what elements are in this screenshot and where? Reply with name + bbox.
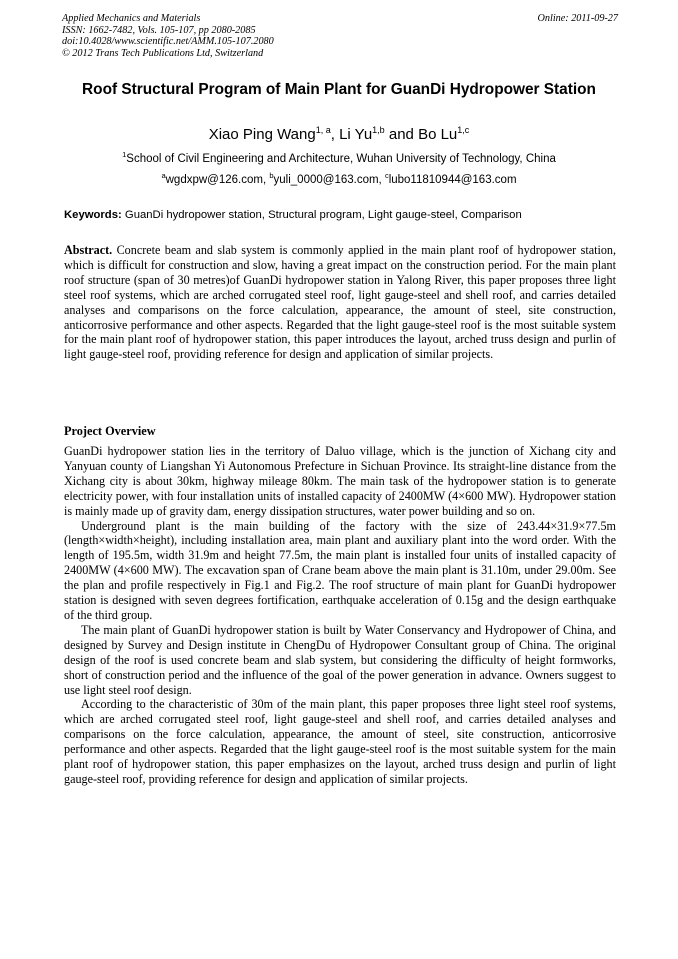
email-link[interactable]: lubo11810944@163.com bbox=[388, 174, 517, 186]
email-link[interactable]: yuli_0000@163.com, bbox=[273, 174, 385, 186]
author-separator: and bbox=[384, 126, 419, 143]
issn-line: ISSN: 1662-7482, Vols. 105-107, pp 2080-2085 bbox=[62, 24, 256, 36]
author-list bbox=[40, 125, 638, 145]
paper-title: Roof Structural Program of Main Plant for GuanDi Hydropower Station bbox=[82, 81, 596, 98]
keywords-label: Keywords: bbox=[64, 209, 122, 221]
section-body bbox=[64, 444, 616, 787]
online-date: Online: 2011-09-27 bbox=[537, 13, 618, 24]
abstract-label: Abstract. bbox=[64, 243, 113, 257]
paragraph: GuanDi hydropower station lies in the territory of Daluo village, which is the junction of Xichang city and Yanyuan county of Liangshan Yi Autonomous Prefecture in Sichuan Province. Its straight-line distance from the Xichang city is about 30km, highway mileage 80km. The main task of the hydropower station is to generate electricity power, with four installation units of installed capacity of 2400MW (4×600 MW). Hydropower station is mainly made up of gravity dam, energy dissipation structures, water power building and so on. bbox=[64, 444, 616, 518]
author-superscript: 1, a bbox=[315, 125, 331, 135]
email-link[interactable]: wgdxpw@126.com, bbox=[165, 174, 270, 186]
author-superscript: 1,b bbox=[372, 125, 385, 135]
affiliation bbox=[40, 152, 638, 167]
author-separator: , bbox=[330, 126, 340, 143]
keywords bbox=[64, 208, 620, 223]
email-superscript: a bbox=[161, 171, 166, 180]
section-heading: Project Overview bbox=[64, 424, 156, 438]
journal-header bbox=[62, 13, 618, 59]
author-emails bbox=[40, 173, 638, 188]
email-superscript: b bbox=[269, 171, 274, 180]
author-name: Li Yu bbox=[339, 126, 373, 143]
abstract-text: Concrete beam and slab system is commonly applied in the main plant roof of hydropower station, which is difficult for construction and slow, having a great impact on the construction period. For the main plant roof structure (span of 30 metres)of GuanDi hydropower station in Yalong River, this paper proposes three light steel roof systems, which are arched corrugated steel roof, light gauge-steel and shell roof, and carries detailed analyses and comparisons on the force calculation, appearance, the amount of steel, site construction, anticorrosive performance and other aspects. Regarded that the light gauge-steel roof is the most suitable system for the main plant roof of hydropower station, this paper introduces the layout, arched truss design and purlin of light gauge-steel roof, providing reference for design and application of similar projects. bbox=[64, 243, 616, 362]
paragraph: The main plant of GuanDi hydropower station is built by Water Conservancy and Hydropower of China, and designed by Survey and Design institute in ChengDu of Hydropower Consultant group of China. The original design of the roof is used concrete beam and slab system, but considering the difficulty of height formworks, short of construction period and the influence of the goal of the power generation in advance. Owners suggest to use light steel roof design. bbox=[64, 622, 616, 697]
author-superscript: 1,c bbox=[457, 125, 470, 135]
author-name: Bo Lu bbox=[418, 126, 458, 143]
affiliation-superscript: 1 bbox=[122, 150, 127, 159]
doi-line: doi:10.4028/www.scientific.net/AMM.105-107.2080 bbox=[62, 36, 274, 48]
journal-name: Applied Mechanics and Materials bbox=[62, 13, 201, 24]
paragraph: Underground plant is the main building of the factory with the size of 243.44×31.9×77.5m (length×width×height), including installation area, main plant and auxiliary plant into the word order. With the length of 195.5m, width 31.9m and height 77.5m, the main plant is installed four units of installed capacity of 2400MW (4×600 MW). The excavation span of Crane beam above the main plant is 31.10m, under 29.00m. See the plan and profile respectively in Fig.1 and Fig.2. The roof structure of main plant for GuanDi hydropower station is designed with seven degrees fortification, earthquake acceleration of 0.15g and the design earthquake of the third group. bbox=[64, 518, 616, 622]
abstract bbox=[64, 243, 616, 362]
copyright-line: © 2012 Trans Tech Publications Ltd, Switzerland bbox=[62, 47, 264, 59]
paragraph: According to the characteristic of 30m of the main plant, this paper proposes three light steel roof systems, which are arched corrugated steel roof, light gauge-steel and shell roof, and carries detailed analyses and comparisons on the force calculation, appearance, the amount of steel, site construction, anticorrosive performance and other aspects. Regarded that the light gauge-steel roof is the most suitable system for the main plant roof of hydropower station, this paper emphasizes on the layout, arched truss design and purlin of light gauge-steel roof, providing reference for design and application of similar projects. bbox=[64, 697, 616, 786]
keywords-text: GuanDi hydropower station, Structural program, Light gauge-steel, Comparison bbox=[121, 209, 522, 221]
author-name: Xiao Ping Wang bbox=[208, 126, 316, 143]
email-superscript: c bbox=[384, 171, 389, 180]
affiliation-text: School of Civil Engineering and Architecture, Wuhan University of Technology, China bbox=[126, 153, 556, 165]
